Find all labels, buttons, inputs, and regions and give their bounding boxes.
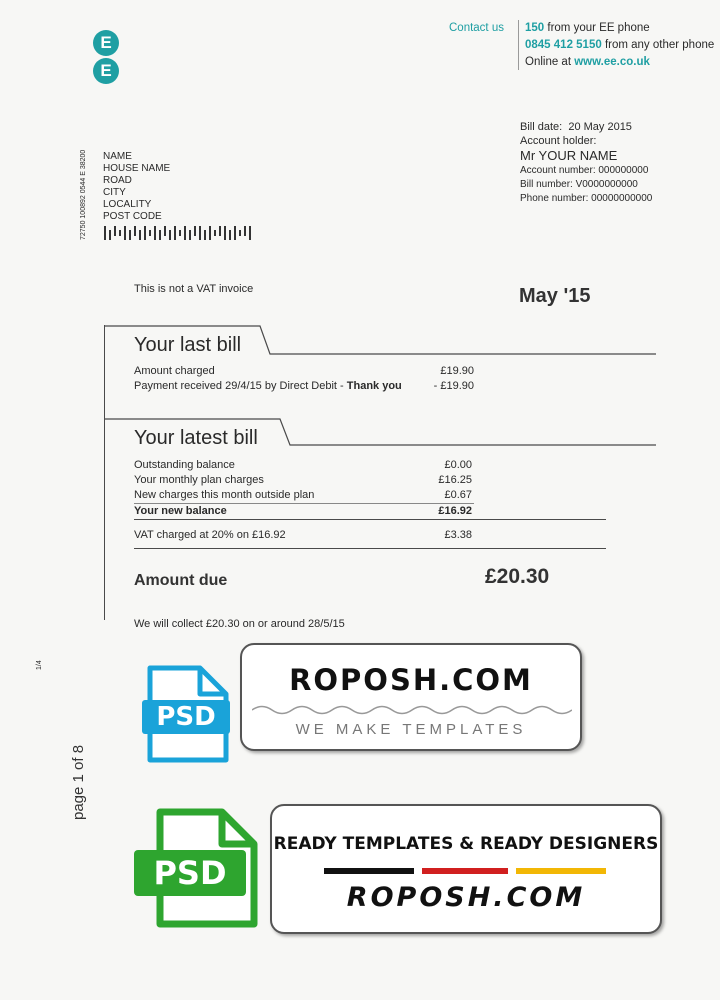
- banner-bottom-subtitle: ROPOSH.COM: [346, 882, 586, 913]
- collect-note: We will collect £20.30 on or around 28/5/15: [134, 618, 345, 630]
- psd-blue-label: PSD: [156, 702, 216, 732]
- vat-notice: This is not a VAT invoice: [134, 283, 254, 295]
- holder-name: Mr YOUR NAME: [520, 148, 618, 163]
- amount-due-value: £20.30: [485, 565, 550, 588]
- contact-line2-text: from any other phone: [601, 39, 715, 51]
- new-balance-label: Your new balance: [134, 505, 227, 517]
- stripe-yellow: [516, 868, 606, 874]
- last-bill-row-value: £19.90: [440, 365, 474, 377]
- contact-website-link[interactable]: www.ee.co.uk: [574, 56, 650, 68]
- latest-row-value: £0.67: [444, 489, 472, 501]
- address-line: NAME: [103, 151, 132, 162]
- bill-period: May '15: [519, 285, 591, 307]
- account-number: Account number: 000000000: [520, 165, 649, 176]
- phone-number: Phone number: 00000000000: [520, 193, 653, 204]
- holder-label: Account holder:: [520, 135, 597, 147]
- latest-row-label: Outstanding balance: [134, 459, 235, 471]
- bill-date-label: Bill date:: [520, 121, 563, 133]
- balance-divider: [134, 519, 606, 520]
- latest-row-value: £0.00: [444, 459, 472, 471]
- latest-row-label: New charges this month outside plan: [134, 489, 315, 501]
- subtotal-divider: [134, 503, 474, 504]
- latest-bill-title: Your latest bill: [134, 427, 258, 449]
- contact-divider: [518, 20, 519, 70]
- contact-line1-text: from your EE phone: [544, 22, 650, 34]
- address-vertical-code: 72750 100892 0544 E 38200: [80, 149, 87, 240]
- address-line: POST CODE: [103, 211, 162, 222]
- psd-blue-icon: [142, 664, 232, 764]
- latest-row-value: £16.25: [438, 474, 472, 486]
- address-line: ROAD: [103, 175, 132, 186]
- contact-online-prefix: Online at: [525, 56, 575, 68]
- roposh-banner-bottom: [270, 804, 662, 934]
- stripe-red: [422, 868, 508, 874]
- side-marker: 1/4: [36, 660, 43, 670]
- banner-bottom-title: READY TEMPLATES & READY DESIGNERS: [273, 834, 659, 854]
- psd-green-icon: [132, 808, 262, 928]
- bill-date-value: 20 May 2015: [568, 121, 632, 133]
- postal-barcode: [104, 226, 254, 242]
- vat-charged-label: VAT charged at 20% on £16.92: [134, 529, 286, 541]
- logo-circle-bottom: E: [93, 58, 119, 84]
- vat-charged-value: £3.38: [444, 529, 472, 541]
- address-block: [103, 151, 170, 223]
- banner-wave: [252, 703, 572, 717]
- contact-short-number[interactable]: 150: [525, 22, 545, 34]
- page-indicator: page 1 of 8: [70, 744, 87, 820]
- contact-long-number[interactable]: 0845 412 5150: [525, 39, 602, 51]
- contact-details: [525, 20, 714, 71]
- last-bill-payment-value: - £19.90: [433, 380, 474, 392]
- frame-left-line: [104, 325, 105, 620]
- address-line: CITY: [103, 187, 126, 198]
- logo-circle-top: E: [93, 30, 119, 56]
- roposh-banner-top: [240, 643, 582, 751]
- account-info: [520, 120, 652, 206]
- address-line: LOCALITY: [103, 199, 152, 210]
- latest-row-label: Your monthly plan charges: [134, 474, 264, 486]
- payment-text: Payment received 29/4/15 by Direct Debit -: [134, 380, 347, 392]
- stripe-black: [324, 868, 414, 874]
- last-bill-title: Your last bill: [134, 334, 242, 356]
- address-line: HOUSE NAME: [103, 163, 171, 174]
- banner-top-title: ROPOSH.COM: [289, 663, 533, 697]
- new-balance-value: £16.92: [438, 505, 472, 517]
- bill-number: Bill number: V0000000000: [520, 179, 638, 190]
- contact-label: Contact us: [449, 22, 504, 34]
- amount-due-label: Amount due: [134, 572, 228, 589]
- last-bill-row-label: Amount charged: [134, 365, 215, 377]
- psd-green-label: PSD: [153, 854, 227, 892]
- vat-divider: [134, 548, 606, 549]
- payment-thanks: Thank you: [346, 380, 402, 392]
- last-bill-payment-label: [134, 380, 402, 392]
- banner-top-subtitle: WE MAKE TEMPLATES: [295, 721, 527, 738]
